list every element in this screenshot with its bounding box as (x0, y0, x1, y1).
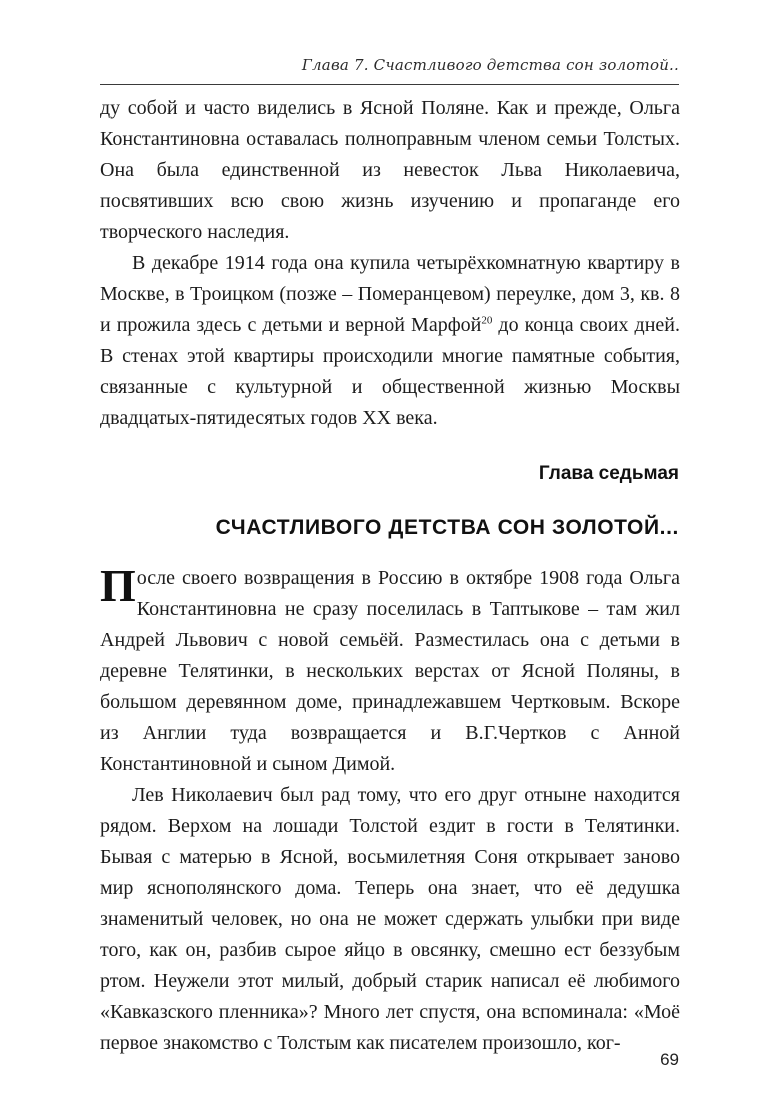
running-head: Глава 7. Счастливого детства сон золотой.. (301, 56, 679, 74)
paragraph-apartment-part-2: до конца своих дней. В стенах этой квартиры происходили многие памятные события, связанные с культурной и общественной жизнью Москвы двадцатых-пятидесятых годов XX века. (100, 314, 680, 429)
paragraph-opening-text: осле своего возвращения в Россию в октябре 1908 года Ольга Константиновна не сразу поселилась в Таптыкове – там жил Андрей Львович с новой семьёй. Разместилась она с детьми в деревне Телятинки, в нескольких верстах от Ясной Поляны, в большом деревянном доме, принадлежавшем Чертковым. Вскоре из Англии туда возвращается и В.Г.Чертков с Анной Константиновной и сыном Димой. (100, 567, 680, 775)
header-rule (100, 84, 679, 85)
paragraph-opening (100, 560, 680, 780)
paragraph-apartment-part-1: В декабре 1914 года она купила четырёхкомнатную квартиру в Москве, в Троицком (позже – Померанцевом) переулке, дом 3, кв. 8 и прожила здесь с детьми и верной Марфой (100, 252, 680, 336)
paragraph-apartment (100, 248, 680, 434)
paragraph-tolstoy: Лев Николаевич был рад тому, что его друг отныне находится рядом. Верхом на лошади Толстой ездит в гости в Телятинки. Бывая с матерью в Ясной, восьмилетняя Соня открывает заново мир яснополянского дома. Теперь она знает, что её дедушка знаменитый человек, но она не может сдержать улыбки при виде того, как он, разбив сырое яйцо в овсянку, смешно ест беззубым ртом. Неужели этот милый, добрый старик написал её любимого «Кавказского пленника»? Много лет спустя, она вспоминала: «Моё первое знакомство с Толстым как писателем произошло, ког- (100, 784, 680, 1054)
footnote-ref-20: 20 (481, 314, 493, 327)
drop-cap: П (100, 560, 136, 611)
paragraph-continued: ду собой и часто виделись в Ясной Поляне. Как и прежде, Ольга Константиновна оставалась полноправным членом семьи Толстых. Она была единственной из невесток Льва Николаевича, посвятивших всю свою жизнь изучению и пропаганде его творческого наследия. (100, 97, 680, 243)
page-number: 69 (660, 1050, 679, 1069)
chapter-text (100, 560, 680, 1059)
text-block-continued (100, 93, 680, 434)
chapter-label: Глава седьмая (538, 463, 679, 484)
chapter-title: СЧАСТЛИВОГО ДЕТСТВА СОН ЗОЛОТОЙ... (215, 516, 679, 539)
